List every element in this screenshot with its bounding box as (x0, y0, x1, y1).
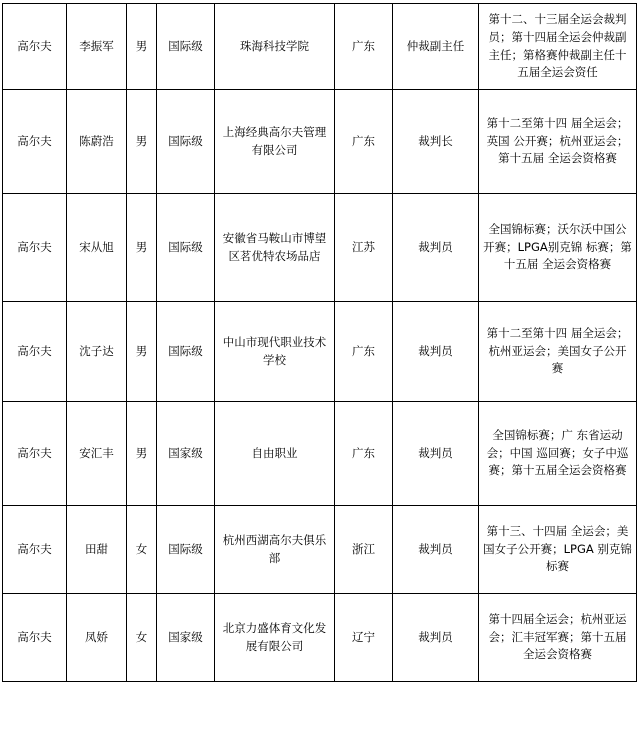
cell-unit: 中山市现代职业技术学校 (215, 302, 335, 402)
table-row (3, 90, 637, 194)
cell-role: 裁判员 (393, 506, 479, 594)
cell-gender: 男 (127, 302, 157, 402)
cell-region: 广东 (335, 4, 393, 90)
cell-level: 国际级 (157, 506, 215, 594)
table-row (3, 4, 637, 90)
cell-unit: 杭州西湖高尔夫俱乐部 (215, 506, 335, 594)
cell-events: 全国锦标赛；沃尔沃中国公开赛；LPGA别克锦 标赛；第十五届 全运会资格赛 (479, 194, 637, 302)
cell-role: 裁判员 (393, 302, 479, 402)
cell-name: 陈蔚浩 (67, 90, 127, 194)
table-row (3, 506, 637, 594)
referee-roster-table (2, 3, 637, 682)
cell-region: 广东 (335, 402, 393, 506)
cell-role: 仲裁副主任 (393, 4, 479, 90)
cell-region: 广东 (335, 302, 393, 402)
cell-gender: 女 (127, 506, 157, 594)
table-row (3, 402, 637, 506)
table-row (3, 194, 637, 302)
cell-region: 广东 (335, 90, 393, 194)
cell-name: 沈子达 (67, 302, 127, 402)
cell-sport: 高尔夫 (3, 90, 67, 194)
cell-role: 裁判员 (393, 194, 479, 302)
cell-events: 第十三、十四届 全运会；美国女子公开赛；LPGA 别克锦标赛 (479, 506, 637, 594)
cell-level: 国际级 (157, 4, 215, 90)
table-row (3, 594, 637, 682)
cell-gender: 男 (127, 4, 157, 90)
cell-sport: 高尔夫 (3, 194, 67, 302)
cell-level: 国家级 (157, 594, 215, 682)
cell-gender: 男 (127, 194, 157, 302)
cell-events: 全国锦标赛；广 东省运动会；中国 巡回赛；女子中巡赛；第十五届全运会资格赛 (479, 402, 637, 506)
cell-sport: 高尔夫 (3, 506, 67, 594)
cell-unit: 珠海科技学院 (215, 4, 335, 90)
cell-region: 江苏 (335, 194, 393, 302)
cell-sport: 高尔夫 (3, 402, 67, 506)
cell-sport: 高尔夫 (3, 302, 67, 402)
cell-sport: 高尔夫 (3, 4, 67, 90)
cell-name: 田甜 (67, 506, 127, 594)
cell-unit: 上海经典高尔夫管理有限公司 (215, 90, 335, 194)
cell-events: 第十二至第十四 届全运会；英国 公开赛；杭州亚运会；第十五届 全运会资格赛 (479, 90, 637, 194)
cell-name: 宋从旭 (67, 194, 127, 302)
cell-level: 国际级 (157, 194, 215, 302)
cell-events: 第十二至第十四 届全运会；杭州亚运会；美国女子公开赛 (479, 302, 637, 402)
cell-gender: 男 (127, 90, 157, 194)
cell-events: 第十二、十三届全运会裁判员；第十四届全运会仲裁副主任；第格赛仲裁副主任十五届全运会资任 (479, 4, 637, 90)
cell-role: 裁判长 (393, 90, 479, 194)
cell-gender: 女 (127, 594, 157, 682)
cell-level: 国际级 (157, 302, 215, 402)
cell-unit: 安徽省马鞍山市博望区茗优特农场品店 (215, 194, 335, 302)
cell-level: 国际级 (157, 90, 215, 194)
cell-name: 安汇丰 (67, 402, 127, 506)
cell-name: 凤娇 (67, 594, 127, 682)
cell-role: 裁判员 (393, 594, 479, 682)
cell-gender: 男 (127, 402, 157, 506)
cell-region: 浙江 (335, 506, 393, 594)
cell-sport: 高尔夫 (3, 594, 67, 682)
cell-unit: 自由职业 (215, 402, 335, 506)
cell-name: 李振军 (67, 4, 127, 90)
cell-level: 国家级 (157, 402, 215, 506)
table-row (3, 302, 637, 402)
cell-unit: 北京力盛体育文化发展有限公司 (215, 594, 335, 682)
cell-region: 辽宁 (335, 594, 393, 682)
cell-events: 第十四届全运会；杭州亚运会；汇丰冠军赛；第十五届全运会资格赛 (479, 594, 637, 682)
cell-role: 裁判员 (393, 402, 479, 506)
